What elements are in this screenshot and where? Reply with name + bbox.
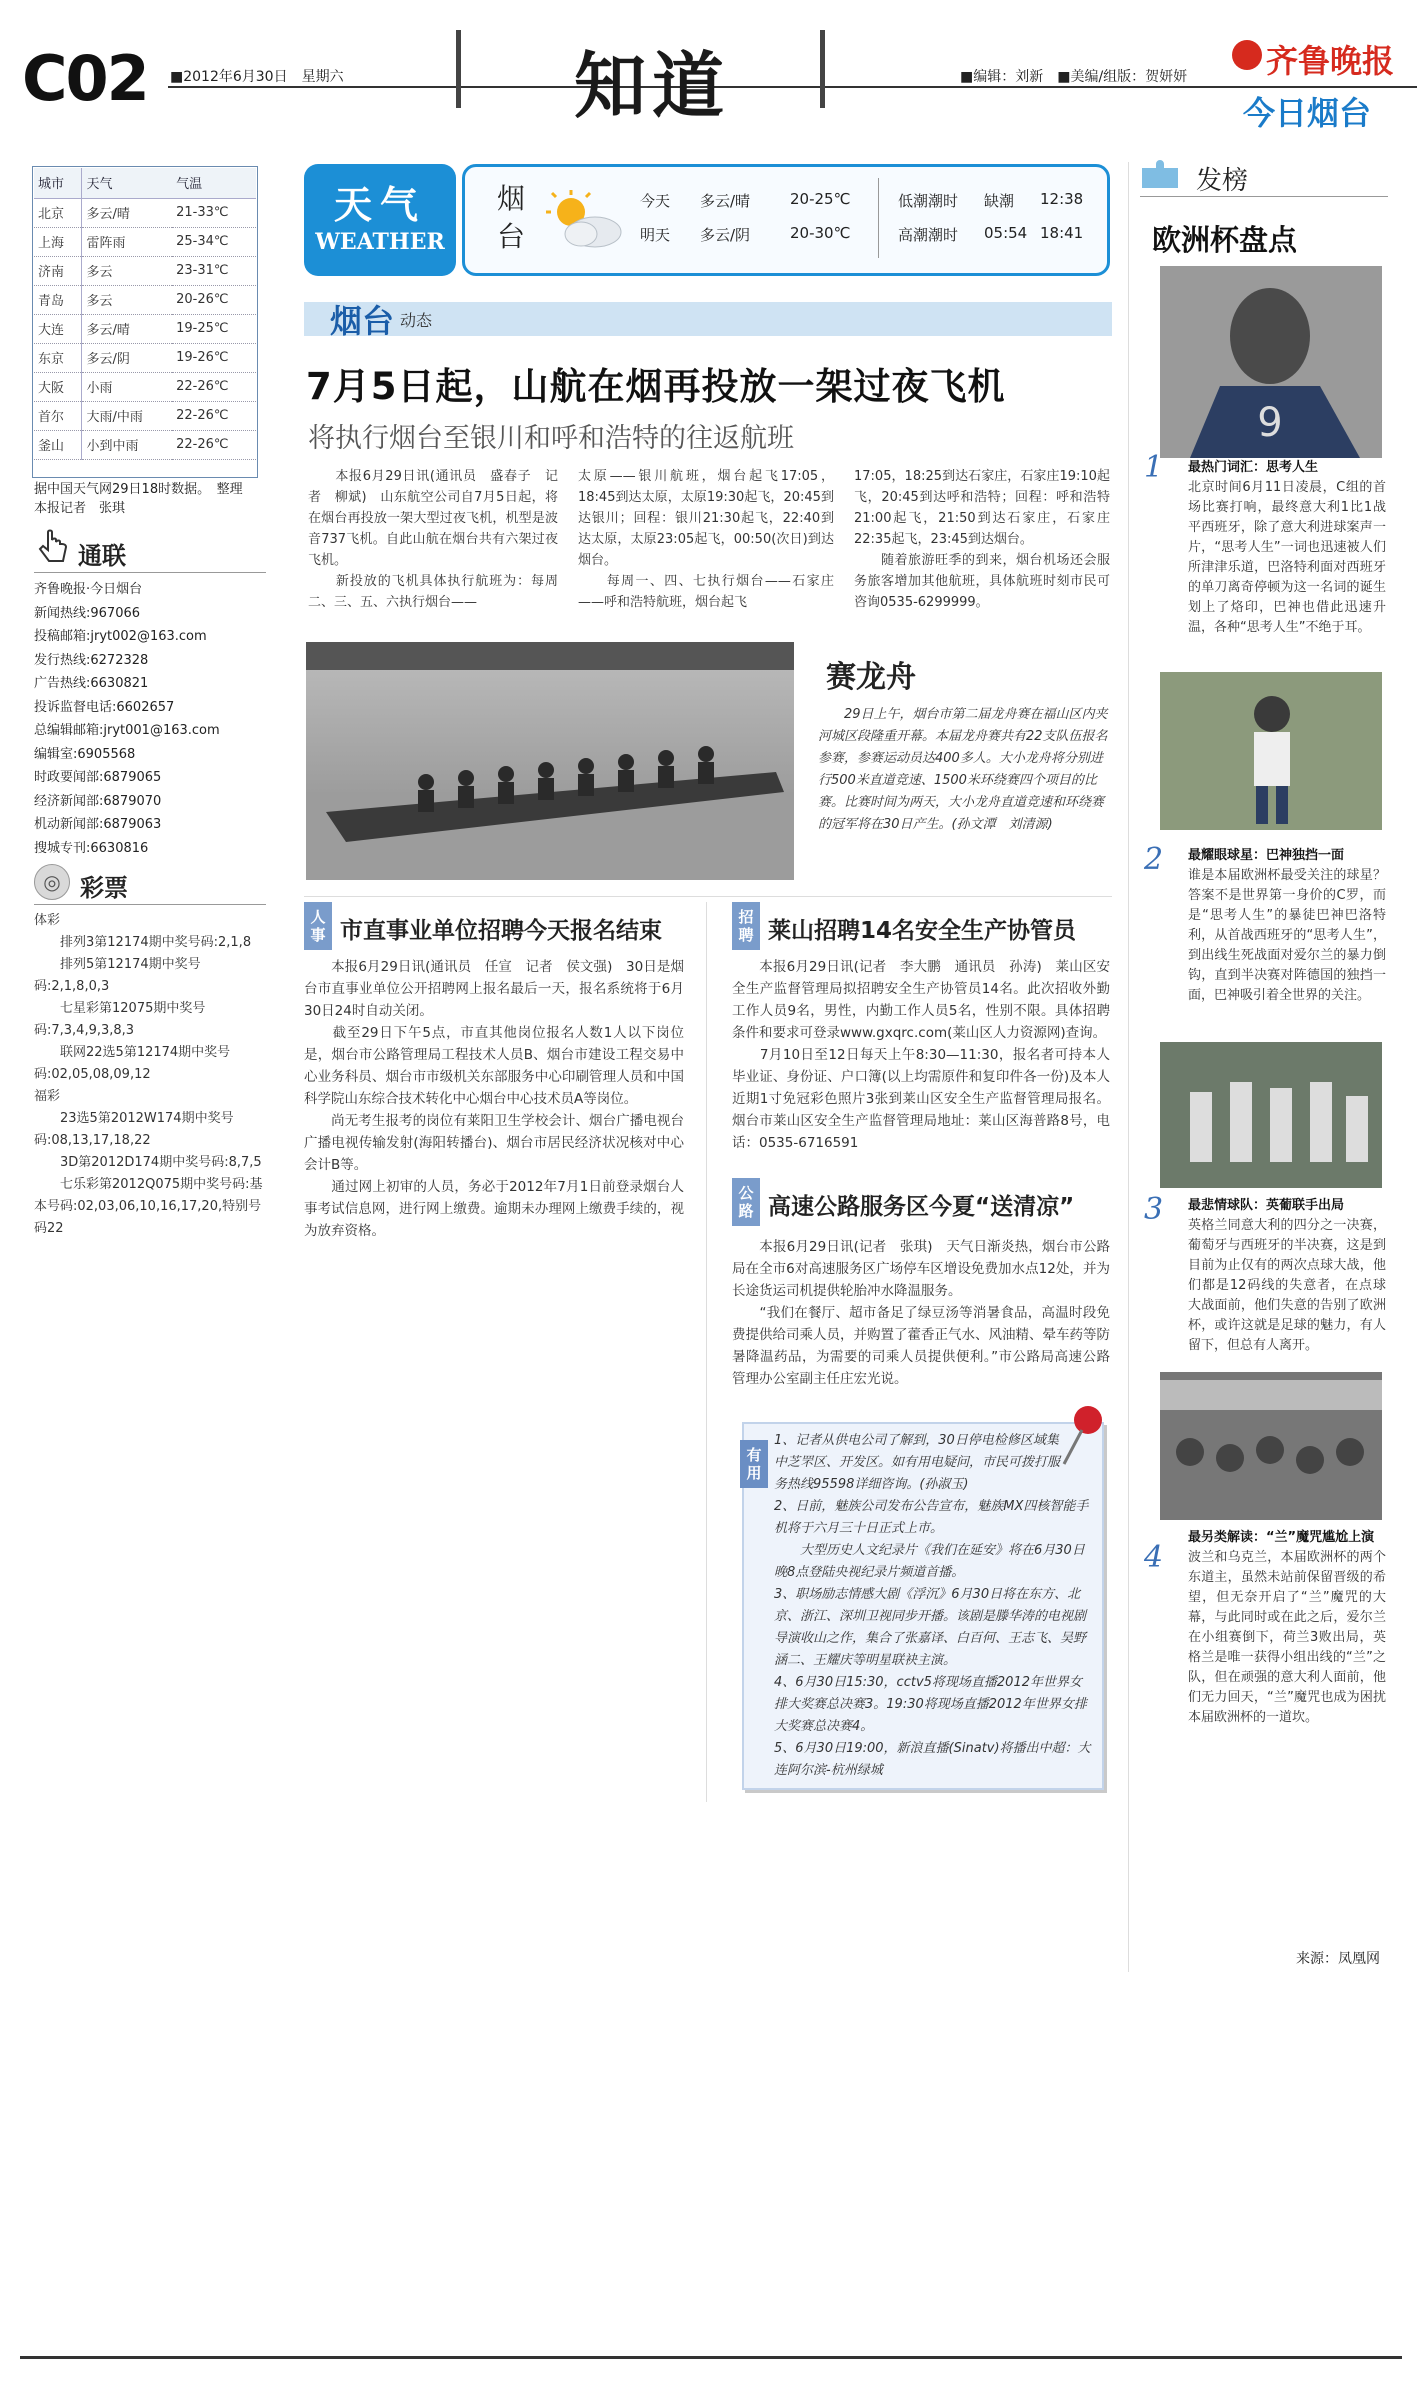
- brand-subtitle: 今日烟台: [1243, 94, 1372, 132]
- player-photo: [1160, 266, 1382, 458]
- list-item: 编辑室:6905568: [34, 746, 136, 762]
- list-item: 联网22选5第12174期中奖号码:02,05,08,09,12: [34, 1045, 231, 1082]
- contact-list: [34, 578, 264, 860]
- temp-cell: 22-26℃: [172, 372, 256, 401]
- article-column: 17:05，18:25到达石家庄，石家庄19:10起飞，20:45到达呼和浩特；回程：呼和浩特21:00起飞，21:50到达石家庄，石家庄22:35起飞，23:45到达烟台。 随着旅游旺季的到来，烟台机场还会服务旅客增加其他航班，具体航班时刻市民可咨询0535-6299999。: [854, 469, 1110, 610]
- team-photo: [1160, 1042, 1382, 1188]
- city-cell: 大连: [34, 314, 82, 343]
- article-body: 本报6月29日讯(通讯员 任宣 记者 侯文强) 30日是烟台市直事业单位公开招聘网上报名最后一天，报名系统将于6月30日24时自动关闭。 截至29日下午5点，市直其他岗位报名人数1人以下岗位是，烟台市公路管理局工程技术人员B、烟台市建设工程交易中心业务科员、烟台市市级机关东部服务中心印刷管理人员和中国科学院山东综合技术转化中心烟台中心技术员A等岗位。 尚无考生报考的岗位有莱阳卫生学校会计、烟台广播电视台广播电视传输发射(海阳转播台)、烟台市居民经济状况核对中心会计B等。 通过网上初审的人员，务必于2012年7月1日前登录烟台人事考试信息网，进行网上缴费。逾期未办理网上缴费手续的，视为放弃资格。: [304, 959, 684, 1239]
- item-head: 最热门词汇：思考人生: [1188, 460, 1319, 475]
- list-item: 排列5第12174期中奖号码:2,1,8,0,3: [34, 957, 201, 994]
- lottery-list: [34, 910, 266, 1240]
- list-item: 齐鲁晚报·今日烟台: [34, 582, 143, 597]
- ranking-item: [1188, 1528, 1386, 1728]
- temp-cell: 21-33℃: [172, 198, 256, 227]
- footer-rule: [20, 2356, 1402, 2359]
- table-header-row: [34, 168, 256, 198]
- tomorrow-label: 明天: [640, 226, 671, 244]
- list-item: 5、6月30日19:00，新浪直播(Sinatv)将播出中超：大连阿尔滨-杭州绿城: [774, 1741, 1091, 1778]
- euro-review-title: 欧洲杯盘点: [1152, 223, 1298, 257]
- city-cell: 北京: [34, 198, 82, 227]
- table-row: [34, 343, 256, 372]
- list-item: 总编辑邮箱:jryt001@163.com: [34, 723, 220, 738]
- table-header: 天气: [82, 168, 172, 198]
- weather-cell: 多云/晴: [82, 314, 172, 343]
- city-weather-table: [34, 168, 256, 460]
- list-item: 3D第2012D174期中奖号码:8,7,5: [34, 1155, 262, 1170]
- article-tag: 人事: [304, 902, 332, 950]
- today-label: 今天: [640, 192, 671, 210]
- item-number: 4: [1144, 1540, 1164, 1575]
- divider: [706, 902, 707, 1802]
- tomorrow-temp: 20-30℃: [790, 224, 851, 242]
- list-item: 发行热线:6272328: [34, 652, 149, 668]
- high-tide-time: 18:41: [1040, 224, 1084, 242]
- today-temp: 20-25℃: [790, 190, 851, 208]
- today-weather: 多云/晴: [700, 192, 751, 210]
- article-title: 高速公路服务区今夏“送清凉”: [768, 1194, 1075, 1220]
- svg-text:9: 9: [1257, 400, 1283, 446]
- lottery-balls-icon: ◎: [34, 864, 70, 900]
- item-body: 波兰和乌克兰，本届欧洲杯的两个东道主，虽然未站前保留晋级的希望，但无奈开启了“兰”魔咒的大幕，与此同时或在此之后，爱尔兰在小组赛倒下，荷兰3败出局，英格兰是唯一获得小组出线的“兰”之队，但在顽强的意大利人面前，他们无力回天，“兰”魔咒也成为困扰本届欧洲杯的一道坎。: [1188, 1550, 1386, 1725]
- city-cell: 首尔: [34, 401, 82, 430]
- header-rule: [168, 86, 1417, 88]
- table-row: [34, 285, 256, 314]
- list-item: 大型历史人文纪录片《我们在延安》将在6月30日晚8点登陆央视纪录片频道首播。: [774, 1543, 1085, 1580]
- city-cell: 东京: [34, 343, 82, 372]
- tomorrow-weather: 多云/阴: [700, 226, 751, 244]
- weather-cell: 多云/晴: [82, 198, 172, 227]
- article-title: 莱山招聘14名安全生产协管员: [768, 918, 1077, 944]
- item-head: 最耀眼球星：巴神独挡一面: [1188, 848, 1345, 863]
- table-row: [34, 372, 256, 401]
- item-number: 1: [1144, 450, 1164, 485]
- table-header: 城市: [34, 168, 82, 198]
- strip-label-suffix: 动态: [400, 311, 433, 330]
- dragon-boat-title: 赛龙舟: [826, 660, 916, 695]
- article-title: 市直事业单位招聘今天报名结束: [340, 918, 662, 944]
- divider: [34, 572, 266, 573]
- ranking-heading: 发榜: [1196, 166, 1249, 196]
- list-item: 新闻热线:967066: [34, 605, 141, 621]
- puzzle-icon: [1140, 158, 1188, 192]
- list-item: 福彩: [34, 1089, 61, 1104]
- issue-date: ■2012年6月30日 星期六: [170, 69, 344, 85]
- temp-cell: 25-34℃: [172, 227, 256, 256]
- low-tide-time: 12:38: [1040, 190, 1084, 208]
- list-item: 机动新闻部:6879063: [34, 817, 162, 832]
- low-tide-label: 低潮潮时: [898, 192, 959, 210]
- weather-cell: 小雨: [82, 372, 172, 401]
- weather-source-note: 据中国天气网29日18时数据。 整理 本报记者 张琪: [34, 482, 256, 516]
- temp-cell: 22-26℃: [172, 430, 256, 459]
- list-item: 23选5第2012W174期中奖号码:08,13,17,18,22: [34, 1111, 234, 1148]
- city-cell: 青岛: [34, 285, 82, 314]
- city-cell: 上海: [34, 227, 82, 256]
- list-item: 体彩: [34, 913, 61, 928]
- hand-pointer-icon: [34, 528, 74, 568]
- table-header: 气温: [172, 168, 256, 198]
- main-headline: 7月5日起，山航在烟再投放一架过夜飞机: [306, 365, 1006, 408]
- list-item: 3、职场励志情感大剧《浮沉》6月30日将在东方、北京、浙江、深圳卫视同步开播。该剧是滕华涛的电视剧导演收山之作，集合了张嘉译、白百何、王志飞、吴野涵二、王耀庆等明星联袂主演。: [774, 1587, 1087, 1668]
- crowd-photo: [1160, 1372, 1382, 1520]
- brand-logo-icon: [1232, 40, 1262, 70]
- item-number: 3: [1144, 1192, 1164, 1227]
- weather-badge-en: WEATHER: [315, 229, 445, 255]
- table-row: [34, 314, 256, 343]
- temp-cell: 20-26℃: [172, 285, 256, 314]
- article-column: 本报6月29日讯(通讯员 盛春子 记者 柳斌) 山东航空公司自7月5日起，将在烟台再投放一架大型过夜飞机，机型是波音737飞机。自此山航在烟台共有六架过夜飞机。 新投放的飞机具体执行航班为：每周二、三、五、六执行烟台——: [308, 469, 558, 610]
- weather-cell: 大雨/中雨: [82, 401, 172, 430]
- brand-logo: 齐鲁晚报: [1266, 42, 1395, 80]
- table-row: [34, 198, 256, 227]
- item-body: 英格兰同意大利的四分之一决赛，葡萄牙与西班牙的半决赛，这是到目前为止仅有的两次点球大战，他们都是12码线的失意者，在点球大战面前，他们失意的告别了欧洲杯，或许这就是足球的魅力，有人留下，但总有人离开。: [1188, 1218, 1386, 1353]
- item-body: 北京时间6月11日凌晨，C组的首场比赛打响，最终意大利1比1战平西班牙，除了意大利进球案声一片，“思考人生”一词也迅速被人们所津津乐道，巴洛特利面对西班牙的单刀离奇停顿为这一名词的诞生划上了烙印，巴神也借此迅速升温，各种“思考人生”不绝于耳。: [1188, 480, 1386, 635]
- weather-cell: 多云: [82, 256, 172, 285]
- list-item: 经济新闻部:6879070: [34, 793, 162, 809]
- city-cell: 釜山: [34, 430, 82, 459]
- weather-cell: 雷阵雨: [82, 227, 172, 256]
- list-item: 排列3第12174期中奖号码:2,1,8: [34, 935, 252, 950]
- header-divider: [456, 30, 461, 108]
- article-body: 本报6月29日讯(记者 李大鹏 通讯员 孙涛) 莱山区安全生产监督管理局拟招聘安全生产协管员14名。此次招收外勤工作人员9名，男性，内勤工作人员5名，性别不限。具体招聘条件和要求可登录www.gxqrc.com(莱山区人力资源网)查询。 7月10日至12日每天上午8:30—11:30，报名者可持本人毕业证、身份证、户口簿(以上均需原件和复印件各一份)及本人近期1寸免冠彩色照片3张到莱山区安全生产监督管理局报名。烟台市莱山区安全生产监督管理局地址：莱山区海普路8号，电话：0535-6716591: [732, 959, 1110, 1151]
- contact-heading: 通联: [78, 542, 126, 570]
- article-body: 本报6月29日讯(记者 张琪) 天气日渐炎热，烟台市公路局在全市6对高速服务区广场停车区增设免费加水点12处，并为长途货运司机提供轮胎冲水降温服务。 “我们在餐厅、超市备足了绿豆汤等消暑食品，高温时段免费提供给司乘人员，并购置了藿香正气水、风油精、晕车药等防暑降温药品，为需要的司乘人员提供便利。”市公路局高速公路管理办公室副主任庄宏光说。: [732, 1239, 1110, 1387]
- item-head: 最另类解读：“兰”魔咒尴尬上演: [1188, 1530, 1375, 1545]
- low-tide-state: 缺潮: [984, 192, 1015, 210]
- tips-tag: 有用: [740, 1440, 768, 1488]
- weather-city: 烟台: [497, 182, 526, 253]
- city-cell: 大阪: [34, 372, 82, 401]
- player-photo: [1160, 672, 1382, 830]
- article-tag: 公路: [732, 1178, 760, 1226]
- strip-label: 烟台: [330, 302, 395, 340]
- list-item: 搜城专刊:6630816: [34, 840, 149, 856]
- ranking-item: [1188, 458, 1386, 638]
- divider: [878, 178, 879, 258]
- column-title: 知道: [574, 43, 731, 128]
- temp-cell: 19-26℃: [172, 343, 256, 372]
- temp-cell: 19-25℃: [172, 314, 256, 343]
- weather-badge-cn: 天气: [333, 182, 426, 227]
- ranking-item: [1188, 846, 1386, 1006]
- editor-credits: ■编辑：刘新 ■美编/组版：贺妍妍: [960, 69, 1188, 85]
- divider: [1128, 162, 1129, 1972]
- item-head: 最悲情球队：英葡联手出局: [1188, 1198, 1345, 1213]
- list-item: 七星彩第12075期中奖号码:7,3,4,9,3,8,3: [34, 1001, 206, 1038]
- table-row: [34, 256, 256, 285]
- city-cell: 济南: [34, 256, 82, 285]
- article-tag: 招聘: [732, 902, 760, 950]
- divider: [304, 896, 1112, 897]
- divider: [34, 904, 266, 905]
- page-number: C02: [22, 42, 148, 115]
- ranking-item: [1188, 1196, 1386, 1356]
- item-number: 2: [1144, 842, 1164, 877]
- item-body: 谁是本届欧洲杯最受关注的球星？答案不是世界第一身价的C罗，而是“思考人生”的暴徒巴神巴洛特利，从首战西班牙的“思考人生”，到出线生死战面对爱尔兰的暴力倒钩，直到半决赛对阵德国的独挡一面，巴神吸引着全世界的关注。: [1188, 868, 1386, 1003]
- list-item: 4、6月30日15:30，cctv5将现场直播2012年世界女排大奖赛总决赛3。19:30将现场直播2012年世界女排大奖赛总决赛4。: [774, 1675, 1087, 1734]
- weather-badge: [304, 164, 456, 276]
- list-item: 投诉监督电话:6602657: [34, 699, 175, 715]
- weather-cell: 多云: [82, 285, 172, 314]
- list-item: 广告热线:6630821: [34, 676, 149, 691]
- list-item: 时政要闻部:6879065: [34, 770, 162, 785]
- weather-cell: 多云/阴: [82, 343, 172, 372]
- list-item: 七乐彩第2012Q075期中奖号码:基本号码:02,03,06,10,16,17,20,特别号码22: [34, 1177, 263, 1236]
- sun-cloud-icon: [545, 190, 625, 250]
- weather-cell: 小到中雨: [82, 430, 172, 459]
- source-credit: 来源：凤凰网: [1296, 1951, 1380, 1967]
- header-divider: [820, 30, 825, 108]
- list-item: 2、日前，魅族公司发布公告宣布，魅族MX四核智能手机将于六月三十日正式上市。: [774, 1499, 1089, 1536]
- lottery-heading: 彩票: [80, 874, 128, 902]
- temp-cell: 22-26℃: [172, 401, 256, 430]
- dragon-boat-photo: [306, 642, 794, 880]
- divider: [1140, 196, 1388, 197]
- article-column: 太原——银川航班，烟台起飞17:05，18:45到达太原，太原19:30起飞，20:45到达银川；回程：银川21:30起飞，22:40到达太原，太原23:05起飞，00:50(次日)到达烟台。 每周一、四、七执行烟台——石家庄——呼和浩特航班，烟台起飞: [578, 469, 834, 610]
- table-row: [34, 430, 256, 459]
- high-tide-time: 05:54: [984, 224, 1028, 242]
- list-item: 1、记者从供电公司了解到，30日停电检修区域集中芝罘区、开发区。如有用电疑问，市民可拨打服务热线95598详细咨询。(孙淑玉): [774, 1433, 1061, 1492]
- high-tide-label: 高潮潮时: [898, 226, 959, 244]
- list-item: 投稿邮箱:jryt002@163.com: [34, 629, 207, 644]
- table-row: [34, 227, 256, 256]
- dragon-boat-caption: 29日上午，烟台市第二届龙舟赛在福山区内夹河城区段隆重开幕。本届龙舟赛共有22支队伍报名参赛，参赛运动员达400多人。大小龙舟将分别进行500米直道竞速、1500米环绕赛四个项目的比赛。比赛时间为两天，大小龙舟直道竞速和环绕赛的冠军将在30日产生。(孙文潭 刘清源): [818, 707, 1108, 832]
- main-subheadline: 将执行烟台至银川和呼和浩特的往返航班: [308, 423, 794, 454]
- useful-tips-list: [774, 1430, 1094, 1782]
- table-row: [34, 401, 256, 430]
- temp-cell: 23-31℃: [172, 256, 256, 285]
